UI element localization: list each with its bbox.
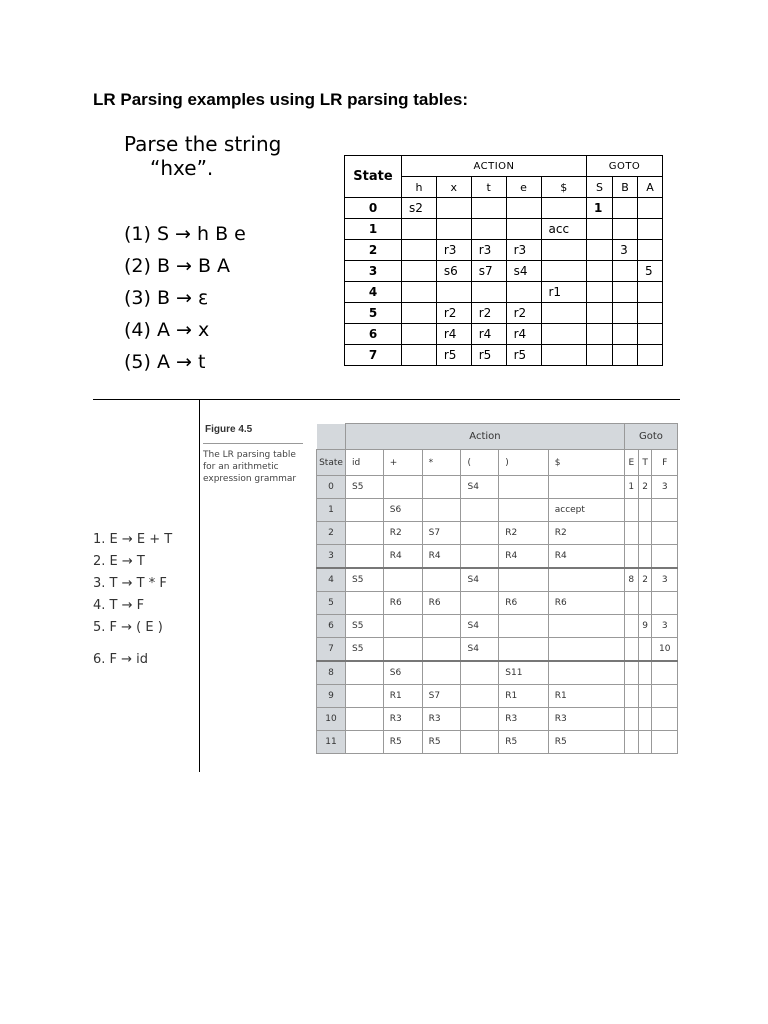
table-cell: [613, 261, 638, 282]
table-cell: [499, 615, 548, 638]
table-row: [345, 219, 663, 240]
table-cell: R3: [383, 708, 422, 731]
table-cell: [638, 345, 663, 366]
table-cell: [402, 345, 437, 366]
symbol-header: S: [587, 177, 613, 198]
table-cell: [402, 324, 437, 345]
state-cell: 2: [317, 522, 346, 545]
table-cell: r5: [436, 345, 471, 366]
table-cell: [652, 708, 678, 731]
table-cell: R3: [548, 708, 624, 731]
table-row: [317, 545, 678, 569]
grammar-rule: (3) B → ε: [124, 287, 209, 309]
symbol-header: (: [461, 450, 499, 476]
table-row: [345, 261, 663, 282]
table-cell: R1: [548, 685, 624, 708]
table-cell: [422, 476, 461, 499]
table-cell: [383, 615, 422, 638]
table-cell: [461, 592, 499, 615]
table-cell: r5: [506, 345, 541, 366]
table-cell: [346, 592, 384, 615]
table-cell: 3: [652, 568, 678, 592]
table-cell: [624, 661, 638, 685]
state-cell: 9: [317, 685, 346, 708]
symbol-header: *: [422, 450, 461, 476]
table-cell: [506, 282, 541, 303]
table-cell: R4: [422, 545, 461, 569]
action-header: Action: [346, 424, 625, 450]
table-cell: [461, 661, 499, 685]
table-cell: [541, 345, 587, 366]
table-cell: S4: [461, 638, 499, 662]
state-cell: 5: [317, 592, 346, 615]
example1-table-body: [345, 198, 663, 366]
table-cell: [541, 303, 587, 324]
table-row: [317, 661, 678, 685]
table-cell: 9: [638, 615, 652, 638]
table-row: [345, 303, 663, 324]
table-cell: [541, 240, 587, 261]
table-cell: [613, 219, 638, 240]
table-cell: [624, 499, 638, 522]
table-cell: [638, 638, 652, 662]
table-row: [317, 615, 678, 638]
table-cell: [638, 198, 663, 219]
table-cell: 1: [624, 476, 638, 499]
table-cell: s4: [506, 261, 541, 282]
grammar-rule: (2) B → B A: [124, 255, 231, 277]
table-cell: [624, 708, 638, 731]
table-cell: [638, 685, 652, 708]
table-cell: S11: [499, 661, 548, 685]
table-cell: R2: [499, 522, 548, 545]
symbol-header: t: [471, 177, 506, 198]
table-cell: [613, 198, 638, 219]
table-cell: [346, 685, 384, 708]
table-cell: [624, 545, 638, 569]
table-cell: R5: [499, 731, 548, 754]
table-cell: R4: [548, 545, 624, 569]
table-cell: [402, 261, 437, 282]
table-row: [345, 324, 663, 345]
state-header: State: [317, 450, 346, 476]
table-cell: [402, 219, 437, 240]
table-cell: [638, 661, 652, 685]
grammar-rule: 1. E → E + T: [93, 532, 173, 547]
table-cell: [587, 219, 613, 240]
table-cell: acc: [541, 219, 587, 240]
table-cell: [638, 592, 652, 615]
table-cell: [652, 545, 678, 569]
state-cell: 10: [317, 708, 346, 731]
table-header-row: [317, 424, 678, 450]
table-cell: [613, 282, 638, 303]
table-cell: R6: [422, 592, 461, 615]
table-cell: 3: [652, 615, 678, 638]
state-cell: 6: [345, 324, 402, 345]
table-cell: R4: [499, 545, 548, 569]
table-cell: [436, 198, 471, 219]
state-cell: 4: [345, 282, 402, 303]
table-cell: [461, 685, 499, 708]
table-cell: [461, 522, 499, 545]
symbol-header: id: [346, 450, 384, 476]
grammar-rule: 3. T → T * F: [93, 576, 167, 591]
table-cell: R6: [548, 592, 624, 615]
table-cell: S6: [383, 661, 422, 685]
grammar-rule: (1) S → h B e: [124, 223, 246, 245]
table-row: [317, 708, 678, 731]
table-row: [345, 198, 663, 219]
table-row: [317, 522, 678, 545]
goto-header: Goto: [624, 424, 677, 450]
table-cell: [624, 592, 638, 615]
state-cell: 6: [317, 615, 346, 638]
symbol-header: E: [624, 450, 638, 476]
table-cell: [652, 499, 678, 522]
table-cell: [638, 708, 652, 731]
table-row: [345, 282, 663, 303]
table-cell: s7: [471, 261, 506, 282]
table-row: [345, 345, 663, 366]
table-cell: accept: [548, 499, 624, 522]
table-cell: [461, 708, 499, 731]
table-cell: s6: [436, 261, 471, 282]
state-cell: 11: [317, 731, 346, 754]
table-cell: [624, 615, 638, 638]
table-cell: 8: [624, 568, 638, 592]
state-cell: 7: [317, 638, 346, 662]
table-cell: r3: [506, 240, 541, 261]
table-cell: R2: [548, 522, 624, 545]
table-row: [317, 476, 678, 499]
table-cell: S4: [461, 568, 499, 592]
table-cell: R5: [548, 731, 624, 754]
table-cell: [638, 522, 652, 545]
state-header: State: [345, 156, 402, 198]
state-cell: 0: [345, 198, 402, 219]
table-cell: [652, 592, 678, 615]
table-cell: [587, 324, 613, 345]
table-cell: [624, 731, 638, 754]
table-cell: r2: [471, 303, 506, 324]
table-cell: [548, 615, 624, 638]
example1-grammar: [124, 132, 281, 378]
symbol-header: A: [638, 177, 663, 198]
symbol-header: $: [541, 177, 587, 198]
table-cell: [436, 219, 471, 240]
table-cell: [402, 303, 437, 324]
grammar-rule: 2. E → T: [93, 554, 145, 569]
table-cell: [506, 219, 541, 240]
table-cell: [548, 568, 624, 592]
table-cell: R4: [383, 545, 422, 569]
table-cell: [652, 731, 678, 754]
grammar-rule: 6. F → id: [93, 652, 149, 667]
table-cell: [499, 499, 548, 522]
table-cell: R2: [383, 522, 422, 545]
column-divider: [199, 400, 200, 772]
example2-rule-list: [93, 529, 172, 671]
page-heading: LR Parsing examples using LR parsing tables:: [93, 90, 469, 109]
symbol-header: e: [506, 177, 541, 198]
state-cell: 7: [345, 345, 402, 366]
state-cell: 4: [317, 568, 346, 592]
table-cell: R3: [499, 708, 548, 731]
table-cell: [346, 545, 384, 569]
table-cell: r2: [436, 303, 471, 324]
table-cell: [541, 198, 587, 219]
table-cell: r5: [471, 345, 506, 366]
table-cell: [402, 282, 437, 303]
example1-prompt: Parse the string: [124, 132, 282, 156]
grammar-rule: 5. F → ( E ): [93, 620, 163, 635]
table-corner: [317, 424, 346, 450]
state-cell: 8: [317, 661, 346, 685]
symbol-header: $: [548, 450, 624, 476]
state-cell: 2: [345, 240, 402, 261]
table-cell: [548, 661, 624, 685]
figure-title-rule: [203, 443, 303, 444]
example2-parsing-table: [316, 423, 678, 754]
table-row: [317, 731, 678, 754]
table-cell: [638, 545, 652, 569]
symbol-header: T: [638, 450, 652, 476]
table-cell: r4: [436, 324, 471, 345]
symbol-header: F: [652, 450, 678, 476]
table-cell: 5: [638, 261, 663, 282]
table-cell: [422, 638, 461, 662]
table-cell: S7: [422, 685, 461, 708]
table-cell: R1: [499, 685, 548, 708]
table-cell: [422, 499, 461, 522]
table-cell: 3: [652, 476, 678, 499]
table-cell: [383, 568, 422, 592]
table-cell: [638, 731, 652, 754]
table-cell: R3: [422, 708, 461, 731]
table-cell: S4: [461, 615, 499, 638]
grammar-rule: (5) A → t: [124, 351, 206, 373]
table-cell: [346, 731, 384, 754]
table-cell: S5: [346, 568, 384, 592]
table-cell: [548, 476, 624, 499]
table-cell: 1: [587, 198, 613, 219]
table-cell: r2: [506, 303, 541, 324]
table-cell: [506, 198, 541, 219]
table-cell: [587, 282, 613, 303]
table-cell: s2: [402, 198, 437, 219]
table-cell: [624, 638, 638, 662]
section-divider: [93, 399, 680, 400]
table-row: [345, 240, 663, 261]
state-cell: 5: [345, 303, 402, 324]
table-cell: [422, 615, 461, 638]
example2-table-body: [317, 476, 678, 754]
table-cell: [471, 219, 506, 240]
state-cell: 1: [345, 219, 402, 240]
table-cell: [422, 661, 461, 685]
table-symbol-row: [317, 450, 678, 476]
state-cell: 3: [317, 545, 346, 569]
table-cell: R6: [383, 592, 422, 615]
table-cell: R5: [383, 731, 422, 754]
table-cell: S7: [422, 522, 461, 545]
symbol-header: B: [613, 177, 638, 198]
table-cell: r4: [471, 324, 506, 345]
symbol-header: ): [499, 450, 548, 476]
example1-parsing-table: [344, 155, 663, 366]
table-cell: 2: [638, 476, 652, 499]
table-cell: [587, 345, 613, 366]
table-cell: [587, 261, 613, 282]
table-cell: [461, 499, 499, 522]
table-cell: [471, 198, 506, 219]
table-cell: [548, 638, 624, 662]
example1-rule-list: [124, 218, 281, 378]
table-cell: r1: [541, 282, 587, 303]
table-cell: [638, 324, 663, 345]
table-cell: [638, 303, 663, 324]
table-cell: r4: [506, 324, 541, 345]
state-cell: 0: [317, 476, 346, 499]
table-cell: [652, 685, 678, 708]
table-cell: [638, 499, 652, 522]
table-cell: [461, 731, 499, 754]
table-cell: [587, 240, 613, 261]
table-cell: r3: [471, 240, 506, 261]
table-cell: [613, 345, 638, 366]
symbol-header: x: [436, 177, 471, 198]
table-row: [317, 592, 678, 615]
symbol-header: +: [383, 450, 422, 476]
table-cell: 3: [613, 240, 638, 261]
table-cell: S5: [346, 615, 384, 638]
action-header: ACTION: [402, 156, 587, 177]
table-cell: [346, 661, 384, 685]
table-cell: [499, 476, 548, 499]
table-cell: R1: [383, 685, 422, 708]
table-cell: [436, 282, 471, 303]
table-row: [317, 685, 678, 708]
table-cell: 10: [652, 638, 678, 662]
goto-header: GOTO: [587, 156, 663, 177]
table-cell: 2: [638, 568, 652, 592]
table-cell: [624, 685, 638, 708]
table-cell: S4: [461, 476, 499, 499]
table-cell: [346, 522, 384, 545]
table-cell: [422, 568, 461, 592]
table-cell: S6: [383, 499, 422, 522]
table-header-row: [345, 156, 663, 177]
table-cell: [638, 240, 663, 261]
grammar-rule: (4) A → x: [124, 319, 210, 341]
table-cell: R5: [422, 731, 461, 754]
table-cell: [624, 522, 638, 545]
state-cell: 1: [317, 499, 346, 522]
table-cell: [499, 568, 548, 592]
table-cell: S5: [346, 476, 384, 499]
table-cell: S5: [346, 638, 384, 662]
state-cell: 3: [345, 261, 402, 282]
table-cell: [346, 499, 384, 522]
table-cell: R6: [499, 592, 548, 615]
table-cell: [461, 545, 499, 569]
table-row: [317, 638, 678, 662]
table-cell: r3: [436, 240, 471, 261]
table-cell: [383, 638, 422, 662]
table-cell: [499, 638, 548, 662]
table-cell: [402, 240, 437, 261]
table-cell: [638, 282, 663, 303]
table-cell: [471, 282, 506, 303]
table-cell: [652, 522, 678, 545]
table-cell: [638, 219, 663, 240]
table-cell: [346, 708, 384, 731]
example1-input-string: “hxe”.: [150, 156, 214, 180]
table-row: [317, 568, 678, 592]
figure-caption: The LR parsing table for an arithmetic expression grammar: [203, 450, 297, 484]
symbol-header: h: [402, 177, 437, 198]
table-row: [317, 499, 678, 522]
table-cell: [652, 661, 678, 685]
figure-title: Figure 4.5: [205, 424, 253, 435]
grammar-rule: 4. T → F: [93, 598, 145, 613]
table-cell: [541, 261, 587, 282]
table-cell: [383, 476, 422, 499]
table-cell: [541, 324, 587, 345]
table-cell: [613, 324, 638, 345]
table-cell: [587, 303, 613, 324]
table-cell: [613, 303, 638, 324]
